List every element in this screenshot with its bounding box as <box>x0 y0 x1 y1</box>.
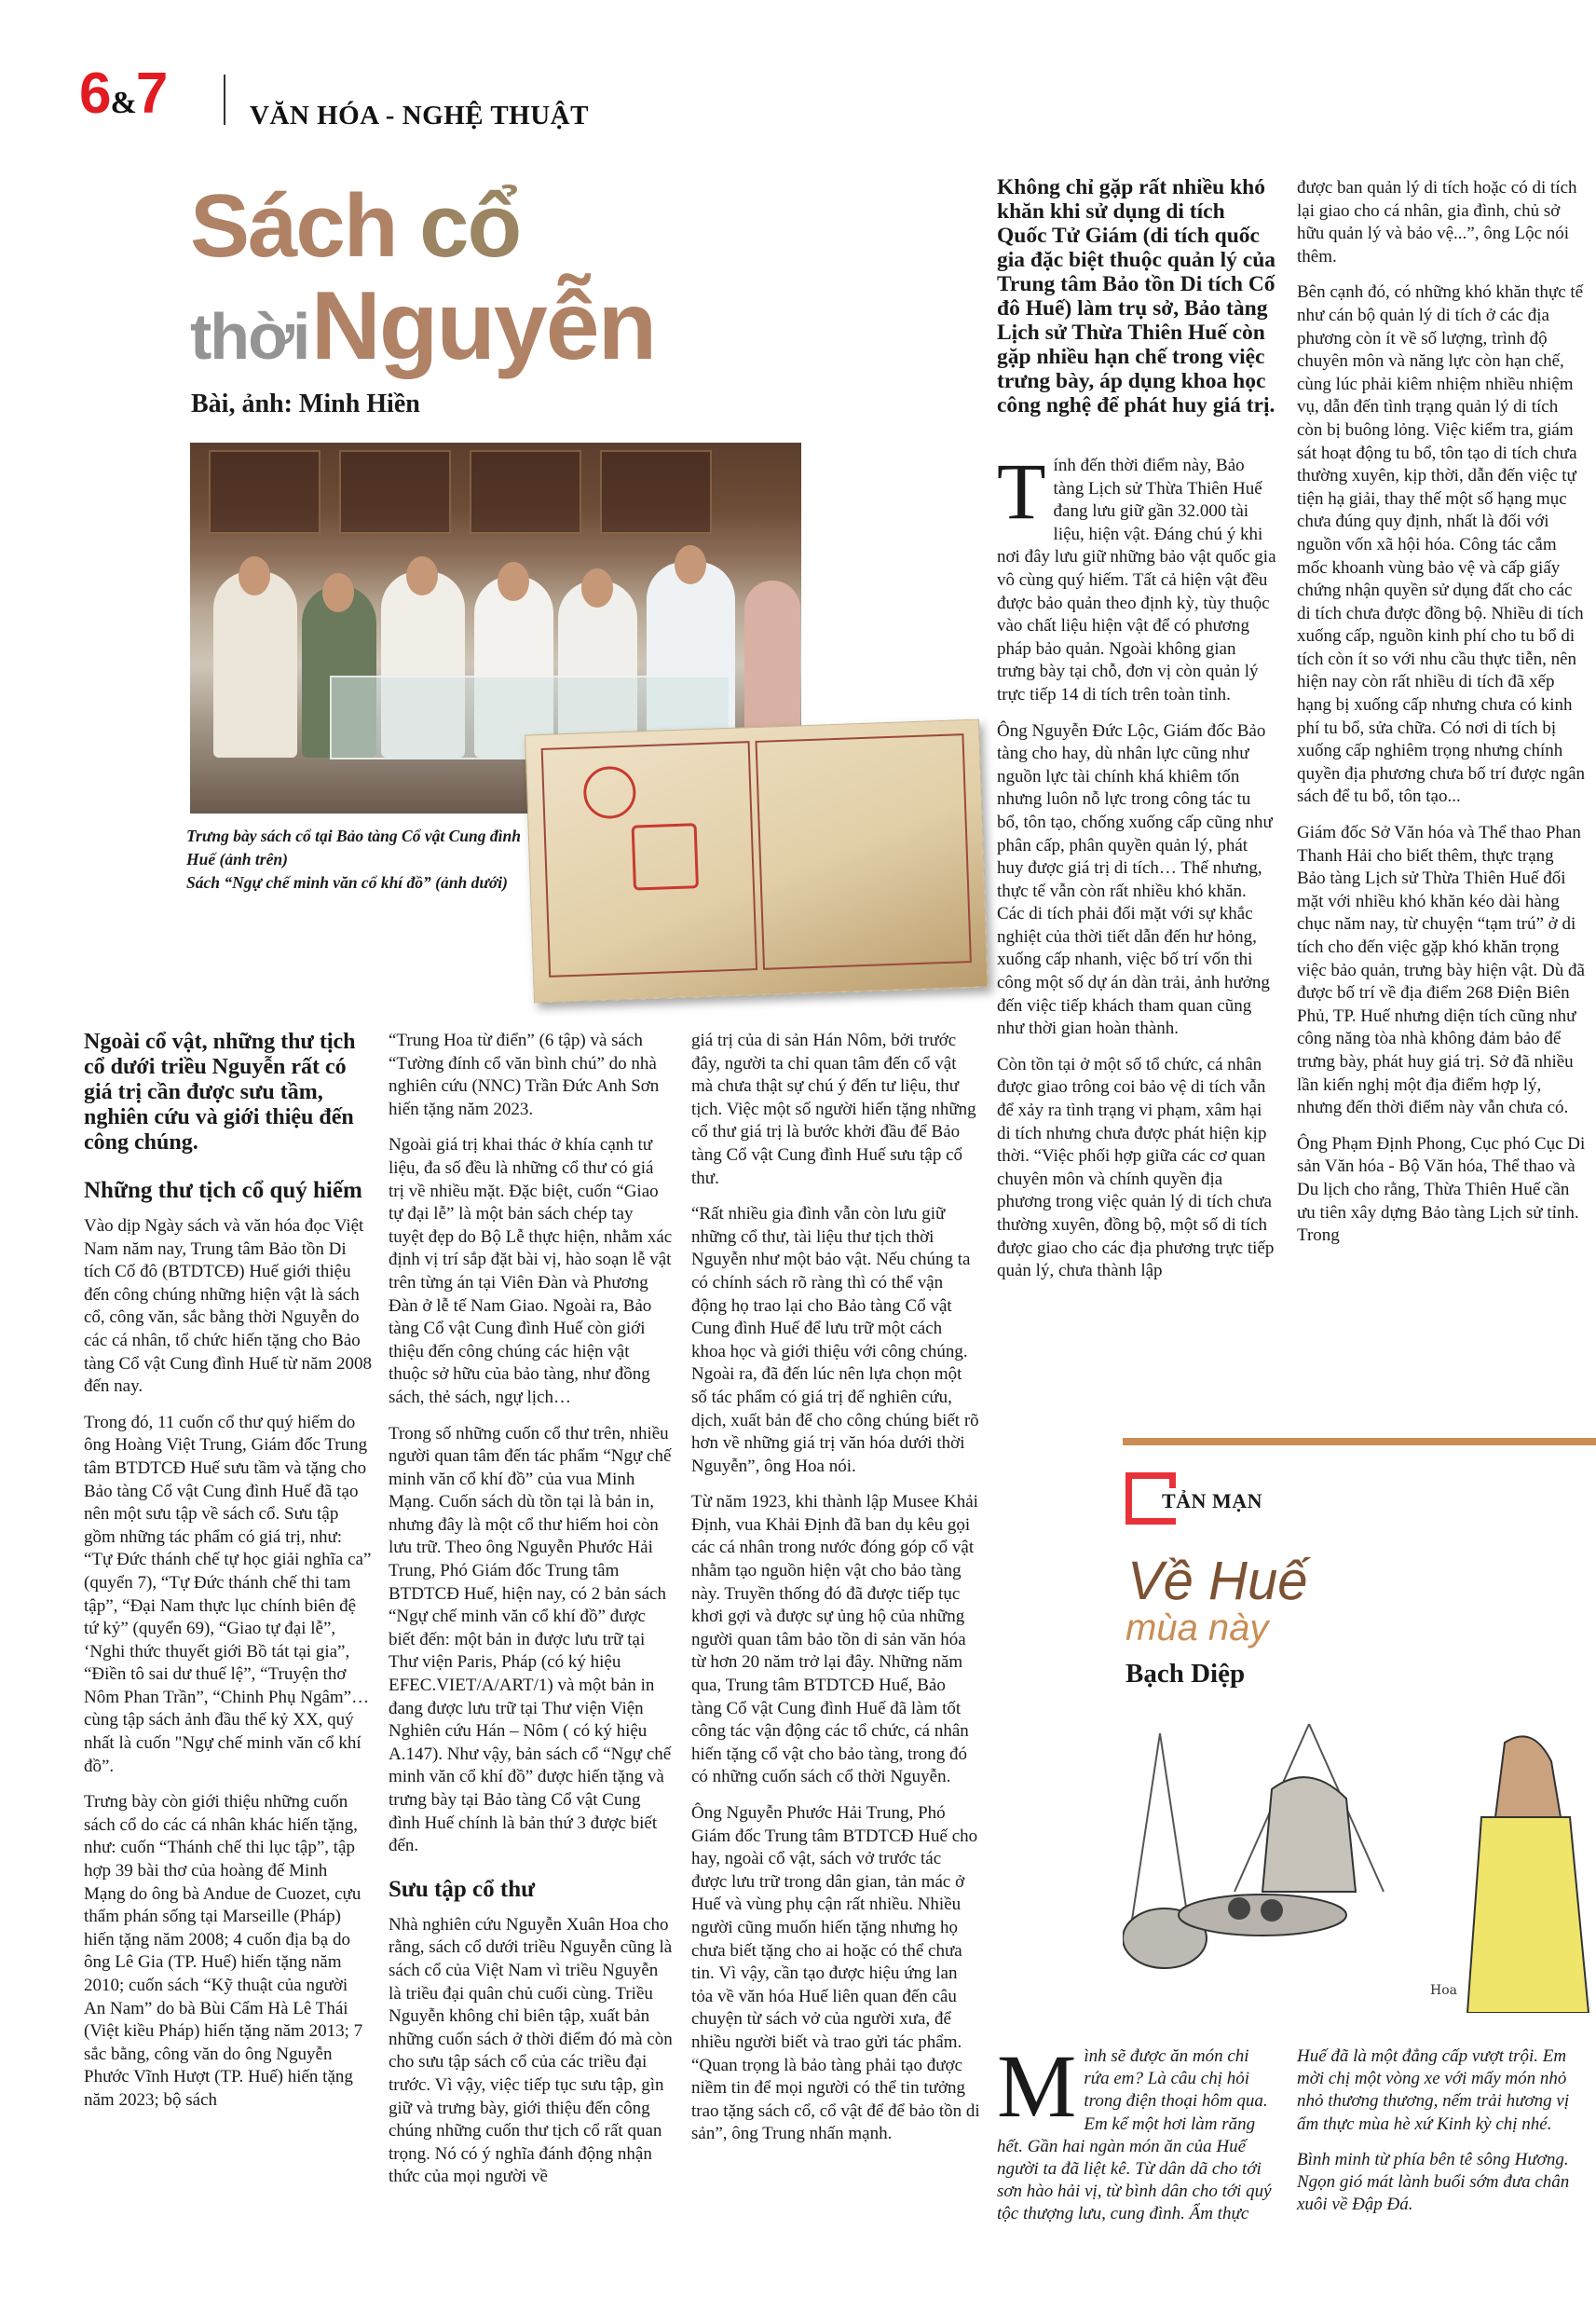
photo-wall-panel <box>209 450 321 534</box>
sidebar-paragraph: Giám đốc Sở Văn hóa và Thể thao Phan Thanh Hải cho biết thêm, thực trạng Bảo tàng Lịch sử Thừa Thiên Huế đối mặt với nhiều khó khăn kéo dài hàng chục năm nay, từ chuyện “tạm trú” ở di tích cho đến việc gặp khó khăn trọng việc bảo quản, trưng bày hiện vật. Dù đã được bố trí về địa điểm 268 Điện Biên Phủ, TP. Huế nhưng diện tích cũng như công năng tòa nhà không đảm bảo để trưng bày, phát huy giá trị. Sở đã nhiều lần kiến nghị một địa điểm hợp lý, nhưng đến thời điểm này vẫn chưa có. <box>1297 823 1585 1118</box>
sidebar-paragraph: Ông Nguyễn Đức Lộc, Giám đốc Bảo tàng cho hay, dù nhân lực cũng như nguồn lực tài chính khá khiêm tốn nhưng luôn nỗ lực trong công tác tu bổ, tôn tạo, chống xuống cấp cũng như phân cấp, phân quyền quản lý, phát huy được giá trị di tích… Thế nhưng, thực tế vẫn còn rất nhiều khó khăn. Các di tích phải đối mặt với sự khắc nghiệt của thời tiết dẫn đến hư hỏng, xuống cấp nhanh, việc bố trí vốn thi công một số dự án dàn trải, ảnh hưởng đến việc tiếp khách tham quan cũng như thời gian hoàn thành. <box>997 720 1273 1039</box>
title-word-co: cổ <box>419 176 521 276</box>
book-right-page <box>756 733 972 970</box>
article-paragraph: giá trị của di sản Hán Nôm, bởi trước đây, người ta chỉ quan tâm đến cổ vật mà chưa thật sự chú ý đến tư liệu, thư tịch. Việc một số người hiến tặng những cổ thư giá trị là bước khởi đầu để Bảo tàng Cổ vật Cung đình Huế sưu tập cổ thư. <box>691 1031 976 1188</box>
title-word-sach: Sách <box>190 176 397 276</box>
title-word-nguyen: Nguyễn <box>310 272 656 380</box>
photo-wall-panel <box>339 450 451 534</box>
tan-man-title-line-1: Về Huế <box>1127 1551 1308 1611</box>
photo-wall-panel <box>470 450 581 534</box>
photo-person-head <box>581 568 613 608</box>
page-number-left: 6 <box>79 62 111 126</box>
page-number <box>79 62 168 126</box>
illustration-vendor <box>1262 1777 1356 1892</box>
article-paragraph: Từ năm 1923, khi thành lập Musee Khải Định, vua Khải Định đã ban dụ kêu gọi các cá nhân trong nước đóng góp cổ vật nhằm tạo nguồn hiện vật cho bảo tàng này. Truyền thống đó đã được tiếp tục khơi gợi và được sự ủng hộ của những người quan tâm bảo tồn di sản văn hóa từ hơn 20 năm trở lại đây. Những năm qua, Trung tâm BTDTCĐ Huế, Bảo tàng Cổ vật Cung đình Huế đã làm tốt công tác vận động các tổ chức, cá nhân hiến tặng cổ vật cho bảo tàng, trong đó có những cuốn sách cổ thời Nguyễn. <box>691 1492 978 1787</box>
tan-man-drop-cap: M <box>997 2036 1077 2136</box>
photo-person <box>213 571 297 758</box>
photo-person-head <box>675 545 706 584</box>
tan-man-rule <box>1123 1438 1596 1445</box>
sidebar-paragraph: được ban quản lý di tích hoặc có di tích lại giao cho cá nhân, gia đình, chủ sở hữu quản lý và bảo vệ...”, ông Lộc nói thêm. <box>1297 178 1577 267</box>
illustration-signature: Hoa <box>1430 1983 1457 1998</box>
tan-man-label: TẢN MẠN <box>1162 1489 1262 1512</box>
article-paragraph: Ngoài giá trị khai thác ở khía cạnh tư liệu, đa số đều là những cổ thư có giá trị về nhiều mặt. Đặc biệt, cuốn “Giao tự đại lễ” là một bản sách chép tay tuyệt đẹp do Bộ Lễ thực hiện, nhằm xác định vị trí sắp đặt bài vị, hào soạn lễ vật trên từng án tại Viên Đàn và Phương Đàn ở lễ tế Nam Giao. Ngoài ra, Bảo tàng Cổ vật Cung đình Huế còn giới thiệu đến công chúng các hiện vật thuộc sở hữu của bảo tàng, như đồng sách, thẻ sách, ngự lịch… <box>389 1135 673 1407</box>
tan-man-paragraph: Bình minh từ phía bên tê sông Hương. Ngọn gió mát lành buổi sớm đưa chân xuôi về Đập Đá. <box>1297 2149 1570 2215</box>
sidebar-paragraph: Bên cạnh đó, có những khó khăn thực tế như cán bộ quản lý di tích ở các địa phương còn ít về số lượng, trình độ chuyên môn và năng lực còn hạn chế, cùng lúc phải kiêm nhiệm nhiều nhiệm vụ, dẫn đến tình trạng quản lý di tích còn bị buông lỏng. Việc kiểm tra, giám sát hoạt động tu bổ, tôn tạo di tích chưa thường xuyên, kịp thời, dẫn đến việc tự tiện hạ giải, thay thế một số hạng mục chưa đúng quy định, nhất là đối với nguồn vốn xã hội hóa. Công tác cắm mốc khoanh vùng bảo vệ và cấp giấy chứng nhận quyền sử dụng đất cho các di tích chưa được đồng bộ. Nhiều di tích xuống cấp, nguồn kinh phí cho tu bổ di tích còn ít so với nhu cầu thực tiễn, nên hiện nay còn rất nhiều di tích đã xếp hạng bị xuống cấp nhưng chưa có kinh phí tu bổ, sửa chữa. Có nơi di tích bị xuống cấp nghiêm trọng nhưng chính quyền địa phương chưa bố trí được ngân sách để tu bổ, tôn tạo... <box>1297 282 1586 807</box>
article-paragraph: Trong đó, 11 cuốn cổ thư quý hiếm do ông Hoàng Việt Trung, Giám đốc Trung tâm BTDTCĐ Huế sưu tầm và tặng cho Bảo tàng Cổ vật Cung đình Huế đã tạo nên một sưu tập về sách cổ. Sưu tập gồm những tác phẩm có giá trị, như: “Tự Đức thánh chế tự học giải nghĩa ca” (quyển 7), “Tự Đức thánh chế thi tam tập”, “Đại Nam thực lục chính biên đệ tứ kỷ” (quyển 69), “Giao tự đại lễ”, ‘Nghi thức thuyết giới Bồ tát tại gia”, “Điền tô sai dư thuế lệ”, “Truyện thơ Nôm Phan Trần”, “Chinh Phụ Ngâm”… cùng tập sách ảnh đầu thế kỷ XX, quý nhất là cuốn "Ngự chế minh văn cổ khí đồ”. <box>84 1412 372 1776</box>
photo-ancient-book <box>525 719 989 1004</box>
article-paragraph: Trưng bày còn giới thiệu những cuốn sách cổ do các cá nhân khác hiến tặng, như: cuốn “Thánh chế thi lục tập”, tập hợp 39 bài thơ của hoàng đế Minh Mạng do ông bà Andue de Cuozet, cựu thẩm phán sống tại Marseille (Pháp) hiến tặng năm 2008; 4 cuốn địa bạ do ông Lê Gia (TP. Huế) hiến tặng năm 2010; cuốn sách “Kỹ thuật của người An Nam” do bà Bùi Cẩm Hà Lê Thái (Việt kiều Pháp) hiến tặng năm 2013; 7 sắc bằng, công văn do ông Nguyễn Phước Vĩnh Hượt (TP. Huế) hiến tặng năm 2023; bộ sách <box>84 1792 363 2110</box>
article-paragraph: Nhà nghiên cứu Nguyễn Xuân Hoa cho rằng, sách cổ dưới triều Nguyễn cũng là sách cổ của Việt Nam vì triều Nguyễn là triều đại quân chủ cuối cùng. Triều Nguyễn không chỉ biên tập, xuất bản những cuốn sách ở thời điểm đó mà còn cho sưu tập sách cổ của các triều đại trước. Vì vậy, việc tiếp tục sưu tập, gìn giữ và trưng bày, giới thiệu đến công chúng những cuốn thư tịch cổ rất quan trọng. Nó có ý nghĩa đánh động nhận thức của mọi người về <box>389 1914 673 2187</box>
photo-person-head <box>406 556 438 595</box>
article-paragraph: Vào dịp Ngày sách và văn hóa đọc Việt Nam năm nay, Trung tâm Bảo tồn Di tích Cố đô (BTDTCĐ) Huế giới thiệu đến công chúng những hiện vật là sách cổ, công văn, sắc bằng thời Nguyễn do các cá nhân, tổ chức hiến tặng cho Bảo tàng Cổ vật Cung đình Huế từ năm 2008 đến nay. <box>84 1216 372 1397</box>
article-lead: Ngoài cổ vật, những thư tịch cổ dưới triều Nguyễn rất có giá trị cần được sưu tầm, nghiên cứu và giới thiệu đến công chúng. <box>84 1030 356 1155</box>
sidebar-column-a <box>997 175 1276 1296</box>
tan-man-paragraph: Huế đã là một đẳng cấp vượt trội. Em mời chị một vòng xe với mấy món nhỏ nhỏ thương thương, nếm trải hương vị ẩm thực mùa hè xứ Kinh kỳ chị nhé. <box>1297 2046 1570 2134</box>
article-byline: Bài, ảnh: Minh Hiền <box>191 390 420 418</box>
article-column-1 <box>84 1030 373 2126</box>
article-paragraph: Trong số những cuốn cổ thư trên, nhiều người quan tâm đến tác phẩm “Ngự chế minh văn cổ khí đồ” của vua Minh Mạng. Cuốn sách dù tồn tại là bản in, nhưng đây là một cổ thư hiếm hoi còn lưu trữ. Theo ông Nguyễn Phước Hải Trung, Phó Giám đốc Trung tâm BTDTCĐ Huế, hiện nay, có 2 bản sách “Ngự chế minh văn cổ khí đồ” được biết đến: một bản in được lưu trữ tại Thư viện Paris, Pháp (có ký hiệu EFEC.VIET/A/ART/1) và một bản in đang được lưu trữ tại Thư viện Viện Nghiên cứu Hán – Nôm ( có ký hiệu A.147). Như vậy, bản sách cổ “Ngự chế minh văn cổ khí đồ” được hiến tặng và trưng bày tại Bảo tàng Cổ vật Cung đình Huế chính là bản thứ 3 được biết đến. <box>389 1423 672 1856</box>
sidebar-lead: Không chỉ gặp rất nhiều khó khăn khi sử dụng di tích Quốc Tử Giám (di tích quốc gia đặc biệt thuộc quản lý của Trung tâm Bảo tồn Di tích Cố đô Huế) làm trụ sở, Bảo tàng Lịch sử Thừa Thiên Huế còn gặp nhiều hạn chế trong việc trưng bày, áp dụng khoa học công nghệ để phát huy giá trị. <box>997 175 1276 417</box>
sidebar-paragraph: Ông Phạm Định Phong, Cục phó Cục Di sản Văn hóa - Bộ Văn hóa, Thể thao và Du lịch cho rằng, Thừa Thiên Huế cần ưu tiên xây dựng Bảo tàng Lịch sử tỉnh. Trong <box>1297 1133 1586 1246</box>
book-red-seal <box>632 823 699 890</box>
illustration-food-bowl <box>1228 1897 1250 1920</box>
photo-caption <box>186 825 540 895</box>
section-name: VĂN HÓA - NGHỆ THUẬT <box>250 101 589 130</box>
sidebar-paragraph: Còn tồn tại ở một số tổ chức, cá nhân được giao trông coi bảo vệ di tích vẫn để xảy ra tình trạng vi phạm, xâm hại di tích nhưng chưa được phát hiện kịp thời. “Việc phối hợp giữa các cơ quan chuyên môn và chính quyền địa phương trong việc quản lý di tích chưa thường xuyên, đồng bộ, một số di tích được giao cho các địa phương trực tiếp quản lý, chưa thành lập <box>997 1054 1275 1281</box>
tan-man-column-a <box>997 2036 1276 2239</box>
illustration-street-vendor <box>1123 1705 1596 2013</box>
subheading-collection: Sưu tập cổ thư <box>389 1876 536 1902</box>
photo-caption-bottom: Sách “Ngự chế minh văn cổ khí đồ” (ảnh dưới) <box>186 873 508 892</box>
title-word-thoi: thời <box>190 300 309 373</box>
photo-person-head <box>498 562 529 601</box>
article-title-line-1 <box>190 176 521 276</box>
photo-caption-top: Trưng bày sách cổ tại Bảo tàng Cổ vật Cung đình Huế (ảnh trên) <box>186 827 521 869</box>
article-title-line-2 <box>190 272 656 380</box>
header-divider <box>224 75 225 125</box>
illustration-woman-ao-dai <box>1467 1817 1589 2013</box>
article-column-2 <box>389 1030 673 2202</box>
photo-person-head <box>239 556 270 595</box>
drop-cap: T <box>997 446 1046 536</box>
article-paragraph: Ông Nguyễn Phước Hải Trung, Phó Giám đốc Trung tâm BTDTCĐ Huế cho hay, ngoài cổ vật, sách vở trước tác được lưu trữ trong dân gian, tản mác ở Huế và vùng phụ cận rất nhiều. Nhiều người cũng muốn hiến tặng nhưng họ chưa biết tặng cho ai hoặc có thể chưa tin. Vì vậy, cần tạo được hiệu ứng lan tỏa về văn hóa Huế liên quan đến câu chuyện từ sách vở của người xưa, để nhiều người biết và trao gửi tác phẩm. “Quan trọng là bảo tàng phải tạo được niềm tin để mọi người có thể tin tưởng trao tặng sách cổ, cổ vật để để bảo tồn di sản”, ông Trung nhấn mạnh. <box>691 1803 980 2144</box>
tan-man-paragraph: ình sẽ được ăn món chi rứa em? Là câu chị hỏi trong điện thoại hôm qua. Em kể một hơi làm răng hết. Gần hai ngàn món ăn của Huế người ta đã liệt kê. Từ dân dã cho tới sơn hào hải vị, từ bình dân cho tới quý tộc thượng lưu, cung đình. Ẩm thực <box>997 2046 1272 2224</box>
page-number-ampersand: & <box>110 86 136 120</box>
illustration-food-bowl <box>1261 1899 1283 1922</box>
sidebar-paragraph: ính đến thời điểm này, Bảo tàng Lịch sử Thừa Thiên Huế đang lưu giữ gần 32.000 tài liệu, hiện vật. Đáng chú ý khi nơi đây lưu giữ những bảo vật quốc gia vô cùng quý hiếm. Tất cả hiện vật đều được bảo quản theo định kỳ, tùy thuộc vào chất liệu hiện vật để có phương pháp bảo quản. Ngoài không gian trưng bày tại chỗ, đơn vị còn quản lý trực tiếp 14 di tích trên toàn tỉnh. <box>997 456 1276 705</box>
article-paragraph: “Trung Hoa từ điển” (6 tập) và sách “Tường đính cổ văn bình chú” do nhà nghiên cứu (NNC) Trần Đức Anh Sơn hiến tặng năm 2023. <box>389 1031 660 1119</box>
page-number-right: 7 <box>135 62 168 126</box>
article-paragraph: “Rất nhiều gia đình vẫn còn lưu giữ những cổ thư, tài liệu thư tịch thời Nguyễn như một bảo vật. Nếu chúng ta có chính sách rõ ràng thì có thể vận động họ trao lại cho Bảo tàng Cổ vật Cung đình Huế để lưu trữ một cách khoa học và giới thiệu với công chúng. Ngoài ra, đã đến lúc nên lựa chọn một số tác phẩm có giá trị để nghiên cứu, dịch, xuất bản để cho công chúng biết rõ hơn về những giá trị văn hóa dưới thời Nguyễn”, ông Hoa nói. <box>691 1204 979 1476</box>
subheading-rare-books: Những thư tịch cổ quý hiếm <box>84 1178 362 1203</box>
sidebar-column-b <box>1297 177 1586 1261</box>
tan-man-column-b <box>1297 2045 1586 2229</box>
article-column-3 <box>691 1030 980 2159</box>
photo-person-head <box>322 573 354 612</box>
tan-man-author: Bạch Diệp <box>1125 1659 1246 1689</box>
tan-man-title-line-2: mùa này <box>1125 1607 1269 1648</box>
photo-wall-panel <box>600 450 712 534</box>
